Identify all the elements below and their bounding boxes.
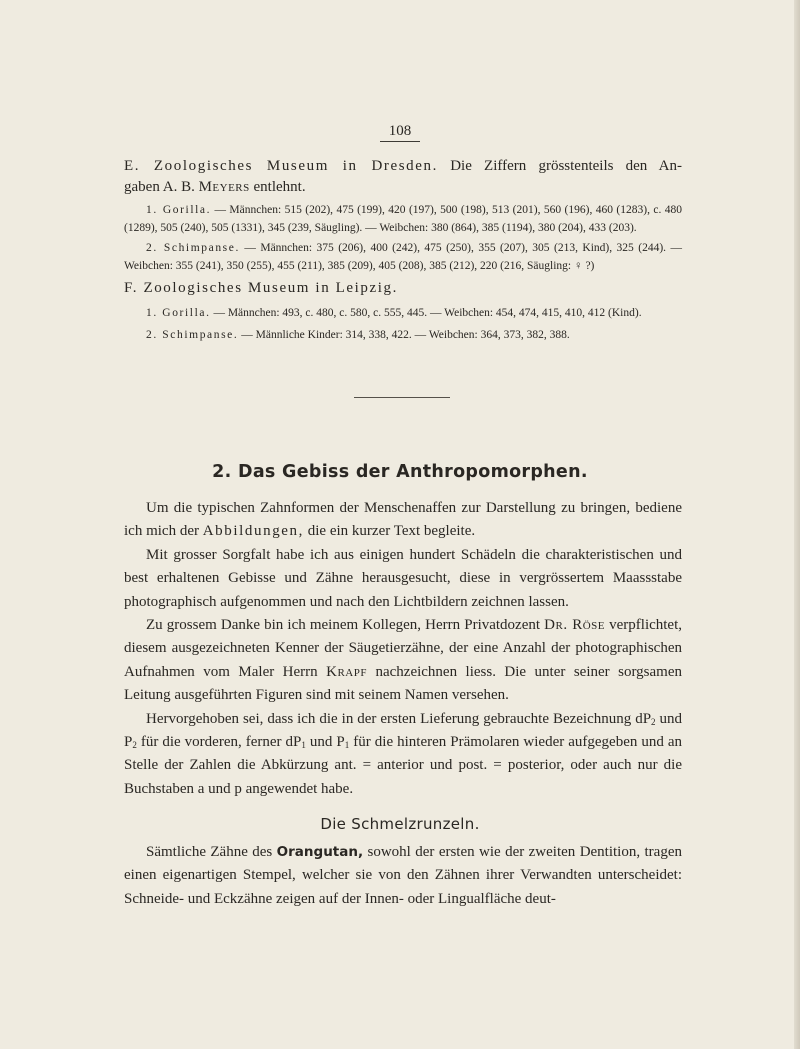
page-number-rule [380, 141, 420, 142]
section-f-gorilla [124, 304, 682, 322]
sp1-text-a: Sämtliche Zähne des [146, 844, 273, 860]
p4-sub: 1 [344, 740, 350, 751]
gorilla-values: — Männchen: 493, c. 480, c. 580, c. 555, 445. — Weibchen: 454, 474, 415, 410, 412 (Kind). [213, 307, 642, 319]
p4-text-d: und P [309, 734, 345, 751]
p1-spaced-word: Abbildungen, [202, 523, 305, 540]
section-e [124, 156, 682, 275]
section-e-schimpanse [124, 239, 682, 275]
p1-text-a: Um die typischen Zahnformen der Menschenaffen zur Darstellung zu bringen, bediene ich mich der [124, 500, 682, 540]
p3-text-b: verpflichtet, diesem ausgezeichneten Kenner der Säugetierzähne, der eine Anzahl der photographischen Aufnahmen vom Maler Herrn [124, 617, 683, 680]
paragraph-4 [124, 708, 682, 802]
p3-text-a: Zu grossem Danke bin ich meinem Kollegen, Herrn Privatdozent [146, 617, 541, 634]
p3-text-c: nachzeichnen liess. Die unter seiner sorgsamen Leitung ausgeführten Figuren sind mit seinem Namen versehen. [124, 663, 682, 704]
sp1-bold-term: Orangutan, [276, 844, 364, 860]
p4-sub: 2 [132, 740, 137, 751]
p4-text-a: Hervorgehoben sei, dass ich die in der ersten Lieferung gebrauchte Bezeichnung dP [146, 710, 652, 727]
p4-text-c: für die vorderen, ferner dP [140, 734, 302, 751]
note-text-a: gaben A. B. [124, 179, 195, 195]
note-text-b: entlehnt. [253, 179, 306, 195]
gorilla-values: — Männchen: 515 (202), 475 (199), 420 (197), 500 (198), 513 (201), 560 (196), 460 (1283), c. 480 (1289), 505 (240), 505 (1331), 345 (239, Säugling). — Weibchen: 380 (864), 385 (1194), 380 (204), 433 (203). [124, 204, 682, 234]
p1-text-b: die ein kurzer Text begleite. [307, 523, 476, 540]
section-f-schimpanse [124, 326, 682, 344]
page-number: 108 [388, 123, 412, 139]
schimpanse-label: 2. Schimpanse. [146, 329, 239, 341]
sp1-text-b: sowohl der ersten wie der zweiten Dentition, tragen einen eigenartigen Stempel, welcher sie von den Zähnen ihrer Verwandten unterscheidet: Schneide- und Eckzähne zeigen auf der Innen- oder Lingualfläche deut- [124, 844, 682, 907]
gorilla-label: 1. Gorilla. [146, 204, 212, 216]
p4-text-b: und P [124, 710, 682, 751]
author-name: Meyers [198, 179, 250, 195]
section-divider [354, 397, 450, 398]
section-e-heading [124, 156, 682, 177]
p3-name-roese: Dr. Röse [544, 617, 605, 634]
page-edge [794, 0, 800, 1049]
paragraph-3 [124, 614, 682, 708]
section-f-heading: F. Zoologisches Museum in Leipzig. [124, 280, 399, 296]
subsection-paragraph-1 [124, 841, 682, 911]
section-e-gorilla [124, 201, 682, 237]
chapter-title: 2. Das Gebiss der Anthropomorphen. [212, 462, 588, 482]
schimpanse-values: — Männliche Kinder: 314, 338, 422. — Weibchen: 364, 373, 382, 388. [241, 329, 570, 341]
section-e-note-line2 [124, 177, 682, 198]
subsection-title: Die Schmelzrunzeln. [320, 815, 480, 833]
p4-text-e: für die hinteren Prämolaren wieder aufgegeben und an Stelle der Zahlen die Abkürzung ant. = anterior und post. = posterior, oder auch nur die Buchstaben a und p angewendet habe. [124, 734, 683, 797]
paragraph-1 [124, 497, 682, 544]
section-e-note-line1: Die Ziffern grösstenteils den An- [450, 158, 683, 174]
p3-name-krapf: Krapf [326, 663, 367, 680]
p4-sub: 1 [301, 740, 306, 751]
section-e-title: E. Zoologisches Museum in Dresden. [124, 158, 438, 174]
gorilla-label: 1. Gorilla. [146, 307, 211, 319]
p4-sub: 2 [651, 716, 656, 727]
schimpanse-values: — Männchen: 375 (206), 400 (242), 475 (250), 355 (207), 305 (213, Kind), 325 (244). — Weibchen: 355 (241), 350 (255), 455 (211), 385 (209), 405 (208), 385 (212), 220 (216, Säugling: ♀ ?) [124, 242, 682, 272]
paragraph-2: Mit grosser Sorgfalt habe ich aus einigen hundert Schädeln die charakteristischen und best erhaltenen Gebisse und Zähne herausgesucht, diese in vergrössertem Maassstabe photographisch aufgenommen und nach den Lichtbildern zeichnen lassen. [124, 546, 682, 610]
chapter-body [124, 497, 682, 801]
subsection-body [124, 841, 682, 911]
section-f [124, 278, 682, 344]
schimpanse-label: 2. Schimpanse. [146, 242, 240, 254]
